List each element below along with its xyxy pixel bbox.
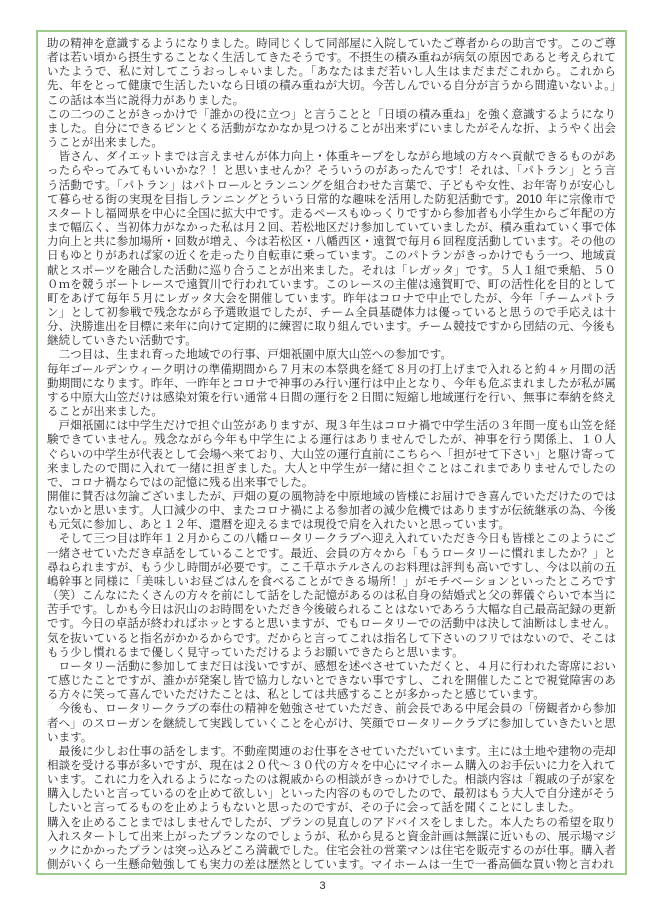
page-number: 3 [319,880,326,892]
paragraph: この二つのことがきっかけで「誰かの役に立つ」と言うことと「日頃の積み重ね」を強く意識するようになりました。自分にできるピンとくる活動がなかなか見つけることが出来ずにいましたがそんな折、ようやく出会うことが出来ました。 [47,108,616,150]
paragraph: 開催に賛否は勿論ございましたが、戸畑の夏の風物詩を中原地域の皆様にお届けでき喜んでいただけたのではないかと思います。人口減少の中、またコロナ禍による参加者の減少危機ではありますが伝統継承の為、今後も元気に参加し、あと１２年、還暦を迎えるまでは現役で肩を入れたいと思っています。 [47,491,616,532]
paragraph: 助の精神を意識するようになりました。時同じくして同部屋に入院していたご尊者からの助言です。このご尊者は若い頃から摂生することなく生活してきたそうです。不摂生の積み重ねが病気の原因であると考えられていたようで、私に対してこうおっしゃいました。「あなたはまだ若いし人生はまだまだこれから。これから先、年をとって健康で生活したいなら日頃の積み重ねが大切。今苦しんでいる自分が言うから間違いないよ。」この話は本当に説得力がありました。 [47,38,616,107]
paragraph: 皆さん、ダイエットまでは言えませんが体力向上・体重キープをしながら地域の方々へ貢献できるものがあったらやってみてもいいかな？！と思いませんか？そういうのがあったんです！それは、「パトラン」とう言う活動です。「パトラン」はパトロールとランニングを組合わせた言葉で、子どもや女性、お年寄りが安心して暮らせる街の実現を目指しランニングとういう日常的な趣味を活用した防犯活動です。2010 年に宗像市でスタートし福岡県を中心に全国に拡大中です。走るペースもゆっくりですから参加者も小学生からご年配の方まで幅広く、当初体力がなかった私は月２回、若松地区だけ参加していていましたが、積み重ねていく事で体力向上と共に参加場所・回数が増え、今は若松区・八幡西区・遠賀で毎月６回程度活動しています。その他の日もゆとりがあれば家の近くを走ったり自転車に乗っています。このパトランがきっかけでもう一つ、地域貢献とスポーツを融合した活動に巡り合うことが出来ました。それは「レガッタ」です。５人１組で乗船、５００ｍを競うボートレースで遠賀川で行われています。このレースの主催は遠賀町で、町の活性化を目的として町をあげて毎年５月にレガッタ大会を開催しています。昨年はコロナで中止でしたが、今年「チームパトラン」として初参戦で残念ながら予選敗退でしたが、チーム全員基礎体力は優っていると思うので手応えは十分、決勝進出を目標に来年に向けて定期的に練習に取り組んでいます。チーム競技ですから団結の元、今後も継続していきたい活動です。 [47,151,616,348]
paragraph: 二つ目は、生まれ育った地域での行事、戸畑祇園中原大山笠への参加です。 [47,349,453,362]
paragraph: 購入を止めることまではしませんでしたが、プランの見直しのアドバイスをしました。本人たちの希望を取り入れスタートして出来上がったプランなのでしょうが、私から見ると資金計画は無謀に近いもの、展示場マジックにかかったプランは突っ込みどころ満載でした。住宅会社の営業マンは住宅を販売するのが仕事。購入者側がいくら一生懸命勉強しても実力の差は歴然としています。マイホームは一生で一番高価な買い物と言われ [47,816,616,872]
paragraph: 今後も、ロータリークラブの奉仕の精神を勉強させていただき、前会長である中尾会員の「傍観者から参加者へ」のスローガンを継続して実践していくことを心がけ、笑顔でロータリークラブに参加していきたいと思います。 [47,703,616,744]
paragraph: 戸畑祇園には中学生だけで担ぐ山笠がありますが、現３年生はコロナ禍で中学生活の３年間一度も山笠を経験できていません。残念ながら今年も中学生による運行はありませんでしたが、神事を行う関係上、１０人ぐらいの中学生が代表として会場へ来ており、大山笠の運行直前にこちらへ「担がせて下さい」と駆け寄って来ましたので間に入れて一緒に担ぎました。大人と中学生が一緒に担ぐことはこれまでありませんでしたので、コロナ禍ならではの記憶に残る出来事でした。 [47,420,616,489]
paragraph: 最後に少しお仕事の話をします。不動産関連のお仕事をさせていただいています。主には土地や建物の売却相談を受ける事が多いですが、現在は２０代～３０代の方々を中心にマイホーム購入のお手伝いに力を入れています。これに力を入れるようになったのは親戚からの相談がきっかけでした。相談内容は「親戚の子が家を購入したいと言っているのを止めて欲しい」といった内容のものでしたので、最初はもう大人で自分達がそうしたいと言ってるものを止めようもないと思ったのですが、その子に会って話を聞くことにしました。 [47,745,616,815]
paragraph: 毎年ゴールデンウィーク明けの準備期間から７月末の本祭典を経て８月の打上げまで入れると約４ヶ月間の活動期間になります。昨年、一昨年とコロナで神事のみ行い運行は中止となり、今年も危ぶまれましたが私が属する中原大山笠だけは感染対策を行い通常４日間の運行を２日間に短縮し地域運行を行い、無事に奉納を終えることが出来ました。 [47,363,616,419]
text-border-frame [36,30,627,875]
paragraph: ロータリー活動に参加してまだ日は浅いですが、感想を述べさせていただくと、４月に行われた寄席において感じたことですが、誰かが発案し皆で協力しないとできない事ですし、これを開催したことで視覚障害のある方々に笑って喜んでいただけたことは、私としては共感することが多かったと感じています。 [47,660,616,702]
paragraph: そして三つ目は昨年１２月からこの八幡ロータリークラブへ迎え入れていただき今日も皆様とこのようにご一緒させていただき卓話をしていることです。最近、会員の方々から「もうロータリーに慣れましたか？」と尋ねられますが、もう少し時間が必要です。ここ千草ホテルさんのお料理は評判も高いですし、今は以前の五嶋幹事と同様に「美味しいお昼ごはんを食べることができる場所！」がモチベーションといったところです（笑）こんなにたくさんの方々を前にして話をした記憶があるのは私自身の結婚式と父の葬儀ぐらいで本当に苦手です。しかも今日は沢山のお時間をいただき今後破られることはないであろう大幅な自己最高記録の更新です。今日の卓話が終わればホッとすると思いますが、でもロータリーでの活動中は決して油断はしません。気を抜いていると指名がかかるからです。だからと言ってこれは指名して下さいのフリではないので、そこはもう少し慣れるまで優しく見守っていただけるようお願いできたらと思います。 [47,533,616,659]
